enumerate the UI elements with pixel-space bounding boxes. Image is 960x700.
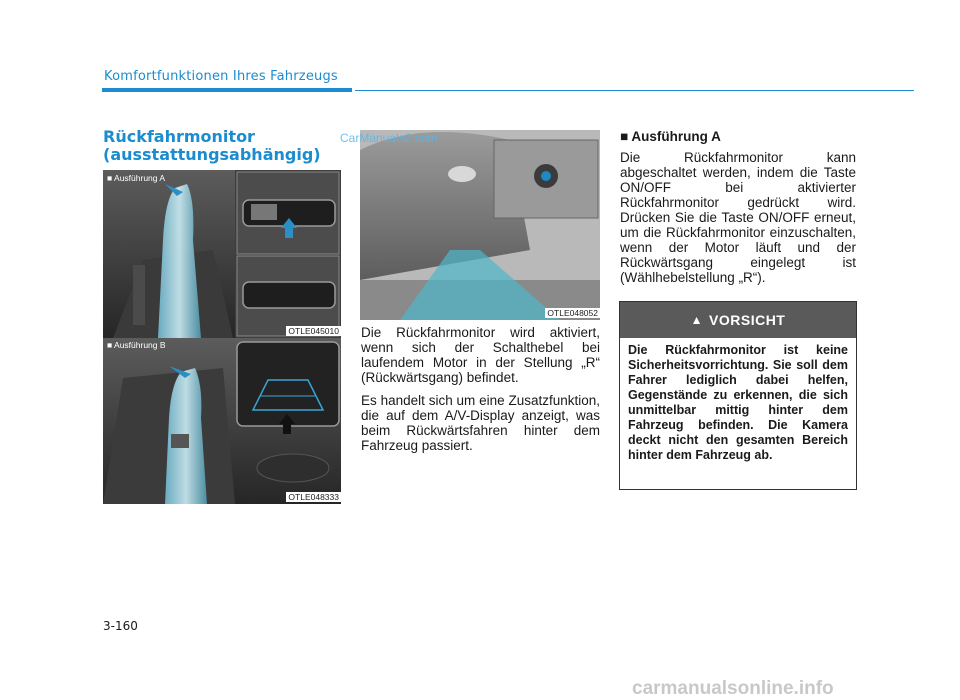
figure-code-1: OTLE045010 <box>288 326 339 336</box>
variant-a-label: ■ Ausführung A <box>107 173 166 183</box>
paragraph-function: Es handelt sich um eine Zusatzfunktion, die auf dem A/V-Display anzeigt, was beim Rückwärtsfahren hinter dem Fahrzeug passiert. <box>361 393 600 453</box>
section-title-line2: (ausstattungsabhängig) <box>103 145 321 164</box>
rear-camera-illustration <box>360 130 600 320</box>
caution-header <box>620 302 856 338</box>
caution-label: VORSICHT <box>709 312 786 328</box>
middle-column-text <box>361 325 600 461</box>
header-rule-thick <box>102 88 352 92</box>
gear-lever-mirror-illustration <box>103 170 341 338</box>
header-rule-thin <box>355 90 914 92</box>
running-header: Komfortfunktionen Ihres Fahrzeugs <box>104 69 338 84</box>
figure-variant-a <box>103 170 341 338</box>
variant-a-paragraph: Die Rückfahrmonitor kann abgeschaltet werden, indem die Taste ON/OFF bei aktivierter Rückfahrmonitor gedrückt wird. Drücken Sie die Taste ON/OFF erneut, um die Rückfahrmonitor einzuschalten, wenn der Motor läuft und der Rückwärtsgang eingelegt ist (Wählhebelstellung „R“). <box>620 150 856 285</box>
warning-triangle-icon: ▲ <box>690 313 704 327</box>
section-title <box>103 128 321 164</box>
gear-lever-screen-illustration <box>103 338 341 504</box>
figure-rear-camera <box>360 130 600 320</box>
page-number: 3-160 <box>103 619 138 633</box>
watermark-bottom: carmanualsonline.info <box>632 678 834 699</box>
figure-code-3: OTLE048052 <box>547 308 598 318</box>
variant-a-heading: ■ Ausführung A <box>620 129 721 144</box>
variant-b-label: ■ Ausführung B <box>107 340 166 350</box>
paragraph-activation: Die Rückfahrmonitor wird aktiviert, wenn sich der Schalthebel bei laufendem Motor in der Stellung „R“ (Rückwärtsgang) befindet. <box>361 325 600 385</box>
section-title-line1: Rückfahrmonitor <box>103 127 255 146</box>
caution-text: Die Rückfahrmonitor ist keine Sicherheitsvorrichtung. Sie soll dem Fahrer lediglich dabei helfen, Gegenstände zu erkennen, die sich unmittelbar mittig hinter dem Fahrzeug befinden. Die Kamera deckt nicht den gesamten Bereich hinter dem Fahrzeug ab. <box>628 343 848 462</box>
figure-variant-b <box>103 338 341 504</box>
figure-code-2: OTLE048333 <box>288 492 339 502</box>
caution-box <box>619 301 857 490</box>
watermark-top: CarManuals2.com <box>340 131 438 145</box>
